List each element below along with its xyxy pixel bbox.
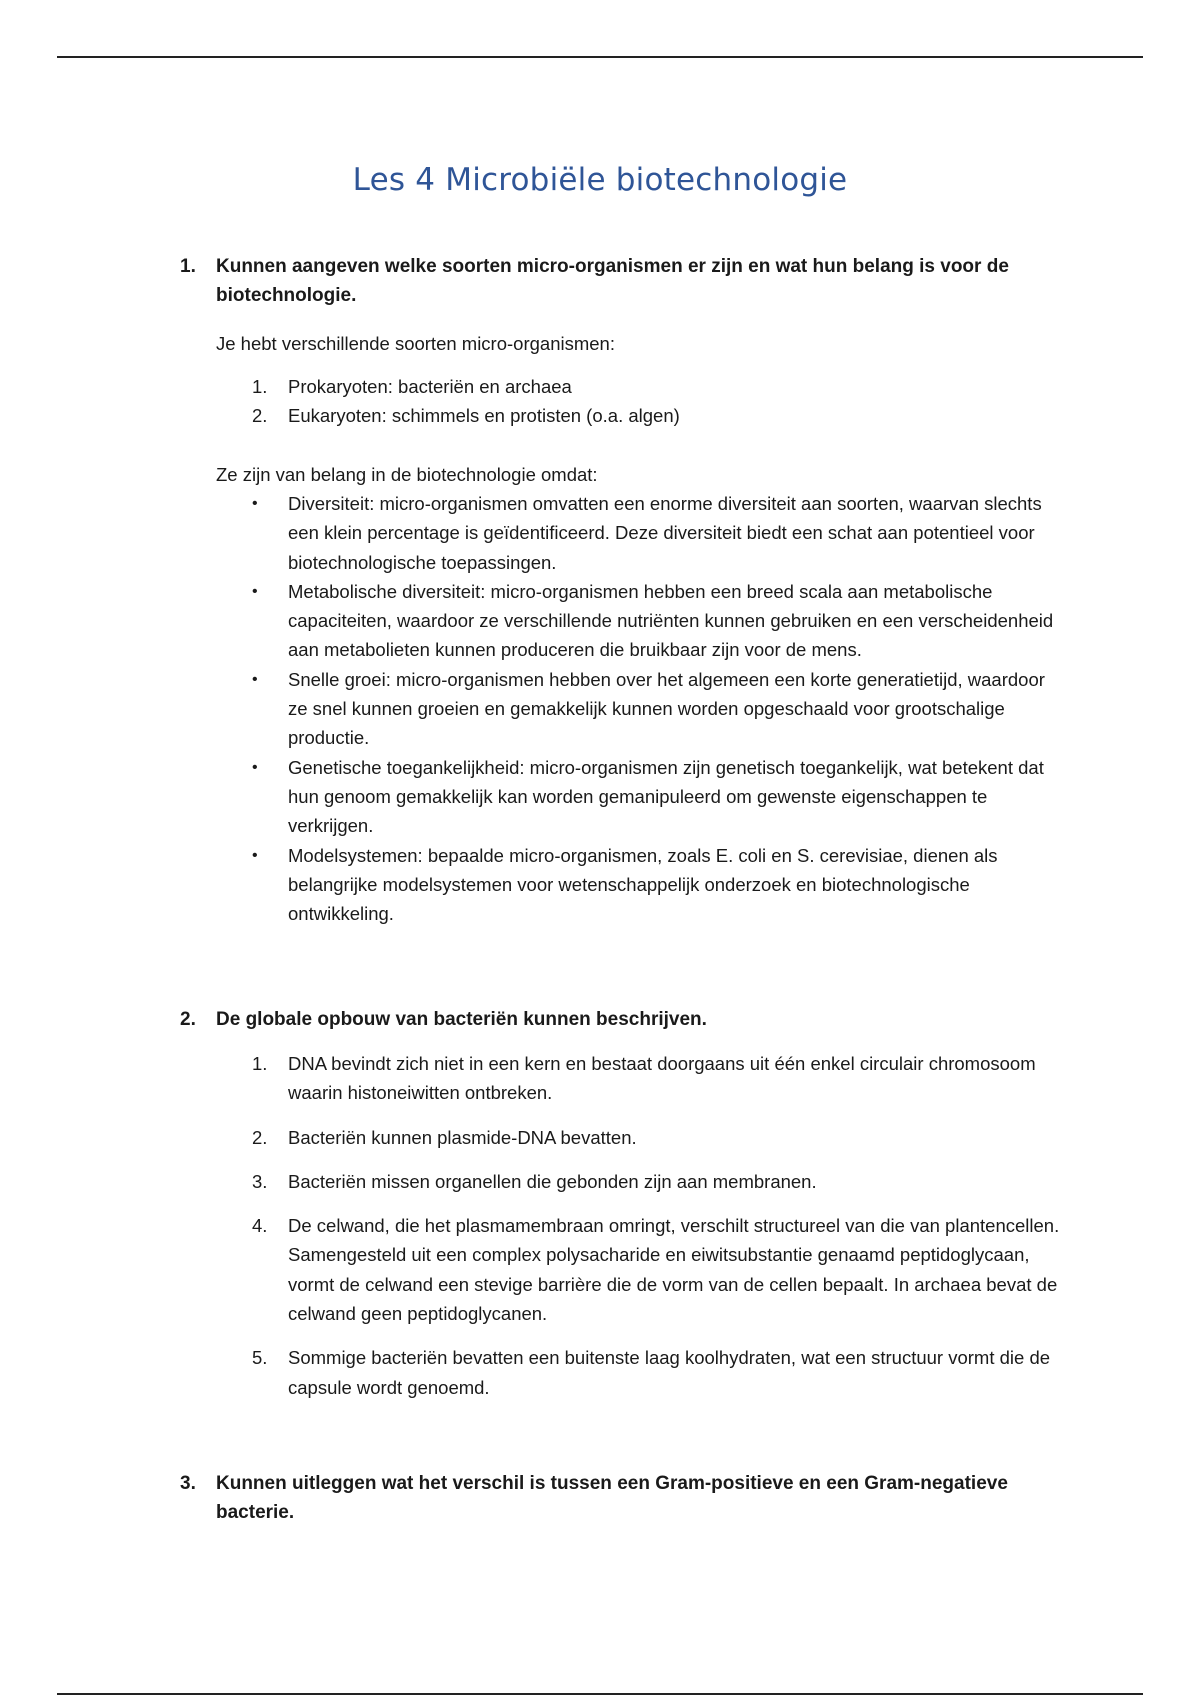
organism-types-list <box>252 372 1062 431</box>
bullet-icon: • <box>252 758 258 776</box>
list-item <box>252 577 1062 665</box>
question-text: De globale opbouw van bacteriën kunnen beschrijven. <box>216 1009 707 1030</box>
item-text: Sommige bacteriën bevatten een buitenste laag koolhydraten, wat een structuur vormt die de capsule wordt genoemd. <box>288 1347 1051 1398</box>
question-1 <box>180 253 1060 310</box>
bullet-icon: • <box>252 670 258 688</box>
footer-rule <box>57 1693 1143 1695</box>
question-3 <box>180 1470 1060 1527</box>
item-number: 1. <box>252 376 268 397</box>
item-text: Prokaryoten: bacteriën en archaea <box>288 376 572 397</box>
question-number: 2. <box>180 1009 196 1030</box>
item-number: 2. <box>252 405 268 427</box>
header-rule <box>57 56 1143 58</box>
bullet-icon: • <box>252 846 258 864</box>
item-text: De celwand, die het plasmamembraan omringt, verschilt structureel van die van plantencellen. Samengesteld uit een complex polysacharide en eiwitsubstantie genaamd peptidoglycaan, vormt de celwand een stevige barrière die de vorm van de cellen bepaalt. In archaea bevat de celwand geen peptidoglycanen. <box>288 1215 1060 1325</box>
bullet-icon: • <box>252 582 258 600</box>
list-item <box>252 1049 1062 1108</box>
bacteria-structure-list <box>252 1049 1062 1417</box>
list-item <box>252 753 1062 841</box>
list-item <box>252 841 1062 929</box>
item-text: Modelsystemen: bepaalde micro-organismen, zoals E. coli en S. cerevisiae, dienen als belangrijke modelsystemen voor wetenschappelijk onderzoek en biotechnologische ontwikkeling. <box>288 844 998 925</box>
list-item <box>252 1123 1062 1152</box>
item-text: Metabolische diversiteit: micro-organismen hebben een breed scala aan metabolische capaciteiten, waardoor ze verschillende nutriënten kunnen gebruiken en een verscheidenheid aan metabolieten kunnen produceren die bruikbaar zijn voor de mens. <box>288 580 1054 661</box>
item-number: 1. <box>252 1053 268 1074</box>
importance-intro: Ze zijn van belang in de biotechnologie omdat: <box>216 464 598 485</box>
question-text: Kunnen uitleggen wat het verschil is tussen een Gram-positieve en een Gram-negatieve bacterie. <box>216 1473 1008 1523</box>
item-text: Diversiteit: micro-organismen omvatten een enorme diversiteit aan soorten, waarvan slechts een klein percentage is geïdentificeerd. Deze diversiteit biedt een schat aan potentieel voor biotechnologische toepassingen. <box>288 493 1042 573</box>
importance-list <box>252 489 1062 928</box>
item-text: DNA bevindt zich niet in een kern en bestaat doorgaans uit één enkel circulair chromosoom waarin histoneiwitten ontbreken. <box>288 1053 1036 1104</box>
item-number: 4. <box>252 1215 268 1237</box>
bullet-icon: • <box>252 495 258 512</box>
item-text: Bacteriën kunnen plasmide-DNA bevatten. <box>288 1126 637 1148</box>
question-number: 3. <box>180 1473 196 1494</box>
list-item <box>252 1211 1062 1328</box>
list-item <box>252 1343 1062 1402</box>
list-item <box>252 401 1062 430</box>
list-item <box>252 665 1062 753</box>
question-2 <box>180 1006 1060 1035</box>
list-item <box>252 1167 1062 1196</box>
item-text: Genetische toegankelijkheid: micro-organismen zijn genetisch toegankelijk, wat betekent dat hun genoom gemakkelijk kan worden gemanipuleerd om gewenste eigenschappen te verkrijgen. <box>288 756 1044 837</box>
item-text: Bacteriën missen organellen die gebonden zijn aan membranen. <box>288 1170 817 1192</box>
page-title: Les 4 Microbiële biotechnologie <box>352 162 848 198</box>
item-number: 3. <box>252 1170 268 1192</box>
item-text: Snelle groei: micro-organismen hebben over het algemeen een korte generatietijd, waardoor ze snel kunnen groeien en gemakkelijk kunnen worden opgeschaald voor grootschalige productie. <box>288 668 1045 749</box>
item-number: 5. <box>252 1347 268 1369</box>
question-number: 1. <box>180 256 196 277</box>
item-number: 2. <box>252 1126 268 1148</box>
list-item <box>252 489 1062 577</box>
types-intro: Je hebt verschillende soorten micro-organismen: <box>216 333 615 354</box>
list-item <box>252 372 1062 401</box>
question-text: Kunnen aangeven welke soorten micro-organismen er zijn en wat hun belang is voor de biotechnologie. <box>216 256 1009 306</box>
item-text: Eukaryoten: schimmels en protisten (o.a. algen) <box>288 405 680 427</box>
